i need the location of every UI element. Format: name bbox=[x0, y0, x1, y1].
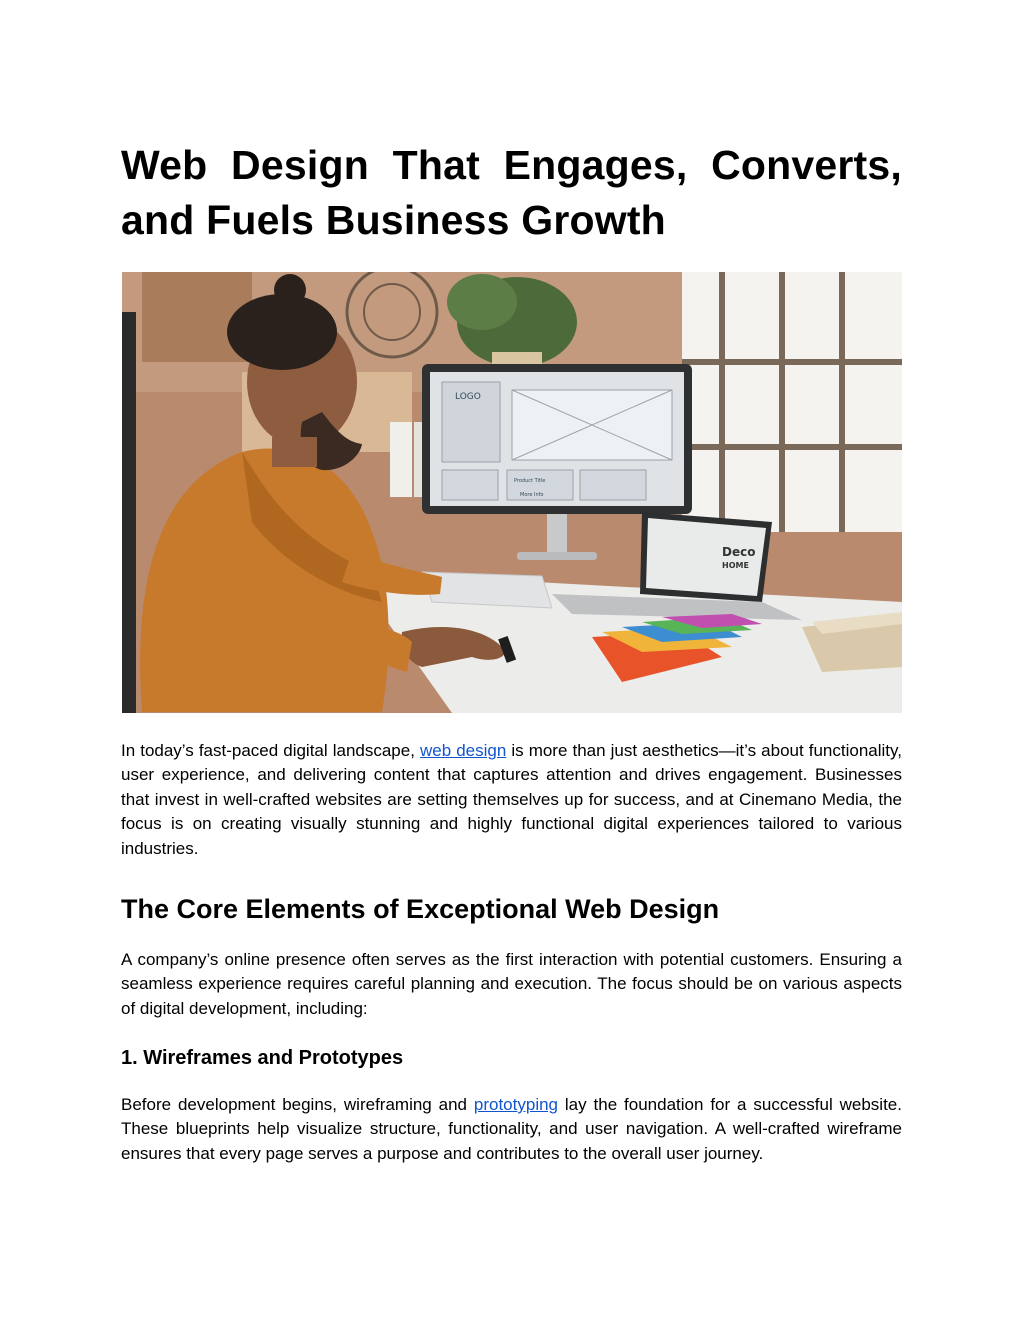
prototyping-link[interactable]: prototyping bbox=[473, 1095, 559, 1114]
web-design-link[interactable]: web design bbox=[420, 741, 507, 760]
laptop-brand-line1: Deco bbox=[722, 545, 756, 559]
title-line-2: and Fuels Business Growth bbox=[121, 197, 666, 243]
monitor-card-title: Product Title bbox=[514, 478, 546, 484]
wireframe-text-before: Before development begins, wireframing and bbox=[121, 1095, 474, 1114]
section-heading: The Core Elements of Exceptional Web Design bbox=[121, 894, 720, 924]
document-title bbox=[121, 138, 902, 248]
section-paragraph: A company’s online presence often serves as the first interaction with potential customers. Ensuring a seamless experience requires careful planning and execution. The focus should be on various aspects of digital development, including: bbox=[121, 950, 902, 1018]
intro-paragraph bbox=[121, 739, 902, 861]
monitor-logo-text: LOGO bbox=[455, 392, 481, 402]
wireframe-text-after: lay the foundation for a successful website. These blueprints help visualize structure, functionality, and user navigation. A well-crafted wireframe ensures that every page serves a purpose and contributes to the overall user journey. bbox=[121, 1095, 902, 1163]
subheading: 1. Wireframes and Prototypes bbox=[121, 1047, 404, 1069]
hero-image bbox=[122, 272, 902, 713]
title-line-1: Web Design That Engages, Converts, bbox=[121, 142, 902, 188]
intro-text-after: is more than just aesthetics—it’s about functionality, user experience, and delivering content that captures attention and drives engagement. Businesses that invest in well-crafted websites are setting themselves up for success, and at Cinemano Media, the focus is on creating visually stunning and highly functional digital experiences tailored to various industries. bbox=[121, 741, 902, 858]
intro-text-before: In today’s fast-paced digital landscape, bbox=[121, 741, 420, 760]
laptop-brand-line2: HOME bbox=[722, 561, 749, 570]
wireframe-paragraph bbox=[121, 1093, 902, 1166]
monitor-card-button: More Info bbox=[520, 492, 544, 498]
